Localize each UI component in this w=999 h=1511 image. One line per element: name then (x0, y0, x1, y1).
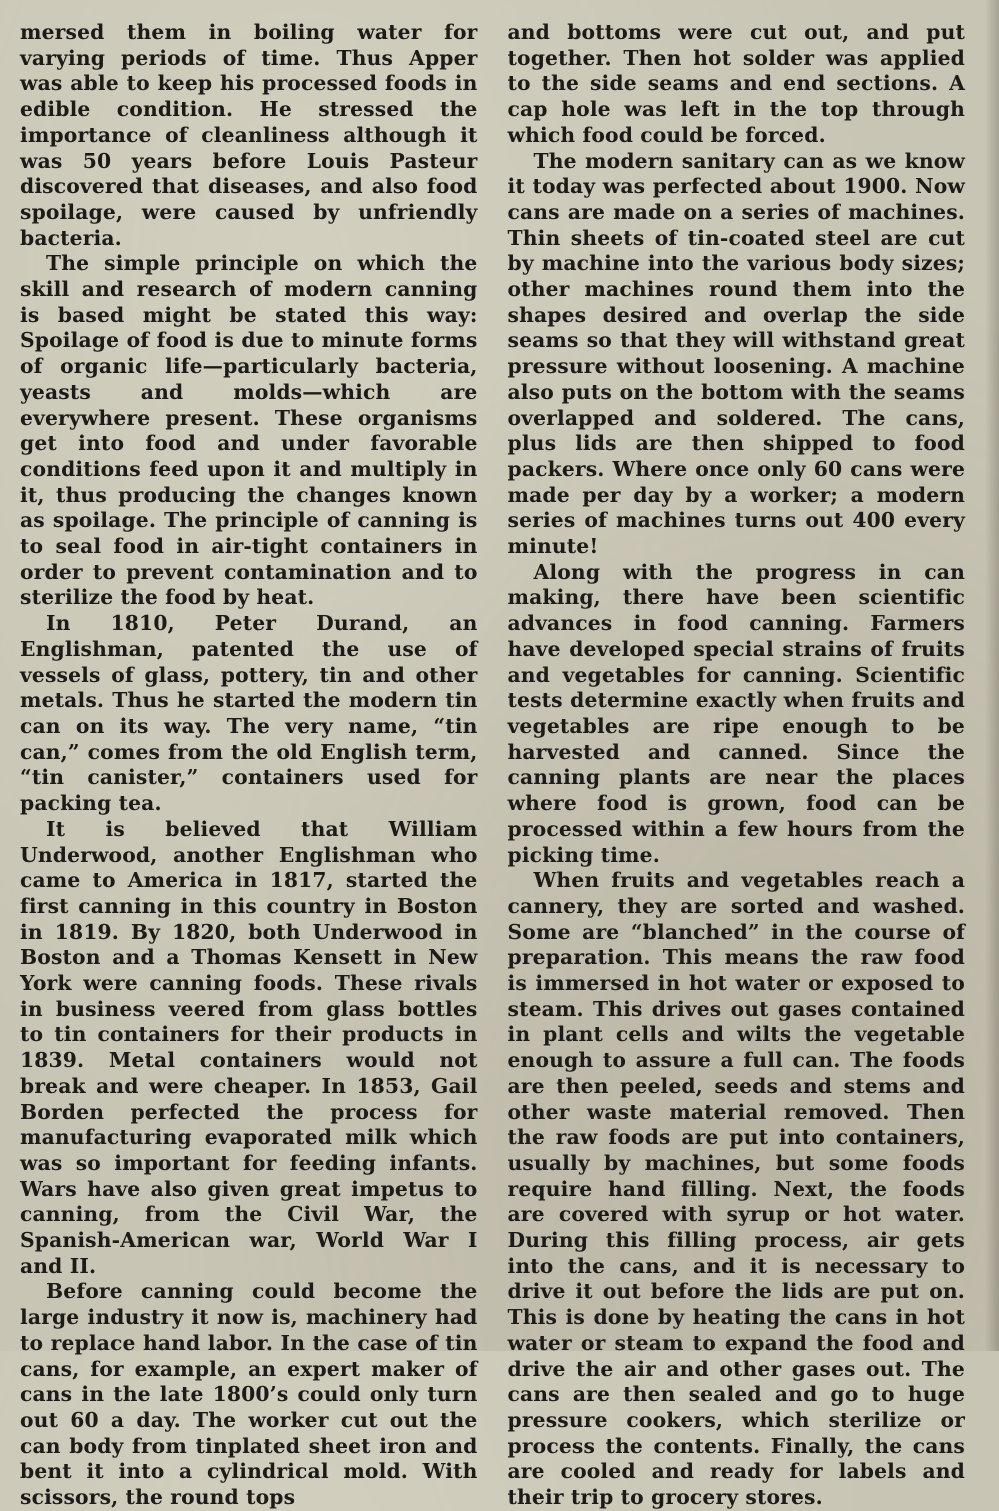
paragraph-left-1: mersed them in boiling water for varying periods of time. Thus Apper was able to keep his processed foods in edible condition. He stressed the importance of cleanliness although it was 50 years before Louis Pasteur discovered that diseases, and also food spoilage, were caused by unfriendly bacteria. (20, 20, 478, 250)
right-column (507, 20, 966, 1510)
paragraph-right-2: The modern sanitary can as we know it today was perfected about 1900. Now cans are made on a series of machines. Thin sheets of tin-coated steel are cut by machine into the various body sizes; other machines round them into the shapes desired and overlap the side seams so that they will withstand great pressure without loosening. A machine also puts on the bottom with the seams overlapped and soldered. The cans, plus lids are then shipped to food packers. Where once only 60 cans were made per day by a worker; a modern series of machines turns out 400 every minute! (507, 148, 965, 559)
paragraph-right-3: Along with the progress in can making, there have been scientific advances in food canning. Farmers have developed special strains of fruits and vegetables for canning. Scientific tests determine exactly when fruits and vegetables are ripe enough to be harvested and canned. Since the canning plants are near the places where food is grown, food can be processed within a few hours from the picking time. (507, 559, 965, 867)
left-column (20, 20, 478, 1510)
page-edge-shadow (985, 0, 999, 1351)
paragraph-left-5: Before canning could become the large industry it now is, machinery had to replace hand labor. In the case of tin cans, for example, an expert maker of cans in the late 1800’s could only turn out 60 a day. The worker cut out the can body from tinplated sheet iron and bent it into a cylindrical mold. With scissors, the round tops (20, 1279, 478, 1510)
paragraph-left-2: The simple principle on which the skill and research of modern canning is based might be stated this way: Spoilage of food is due to minute forms of organic life—particularly bacteria, yeasts and molds—which are everywhere present. These organisms get into food and under favorable conditions feed upon it and multiply in it, thus producing the changes known as spoilage. The principle of canning is to seal food in air-tight containers in order to prevent contamination and to sterilize the food by heat. (20, 251, 478, 610)
paragraph-left-4: It is believed that William Underwood, another Englishman who came to America in 1817, started the first canning in this country in Boston in 1819. By 1820, both Underwood in Boston and a Thomas Kensett in New York were canning foods. These rivals in business veered from glass bottles to tin containers for their products in 1839. Metal containers would not break and were cheaper. In 1853, Gail Borden perfected the process for manufacturing evaporated milk which was so important for feeding infants. Wars have also given great impetus to canning, from the Civil War, the Spanish-American war, World War I and II. (20, 816, 478, 1278)
paragraph-left-3: In 1810, Peter Durand, an Englishman, patented the use of vessels of glass, pottery, tin and other metals. Thus he started the modern tin can on its way. The very name, “tin can,” comes from the old English term, “tin canister,” containers used for packing tea. (20, 611, 478, 816)
paragraph-right-4: When fruits and vegetables reach a cannery, they are sorted and washed. Some are “blanched” in the course of preparation. This means the raw food is immersed in hot water or exposed to steam. This drives out gases contained in plant cells and wilts the vegetable enough to assure a full can. The foods are then peeled, seeds and stems and other waste material removed. Then the raw foods are put into containers, usually by machines, but some foods require hand filling. Next, the foods are covered with syrup or hot water. During this filling process, air gets into the cans, and it is necessary to drive it out before the lids are put on. This is done by heating the cans in hot water or steam to expand the food and drive the air and other gases out. The cans are then sealed and go to huge pressure cookers, which sterilize or process the contents. Finally, the cans are cooled and ready for labels and their trip to grocery stores. (507, 868, 965, 1510)
paragraph-right-1: and bottoms were cut out, and put together. Then hot solder was applied to the side seams and end sections. A cap hole was left in the top through which food could be forced. (507, 20, 965, 147)
